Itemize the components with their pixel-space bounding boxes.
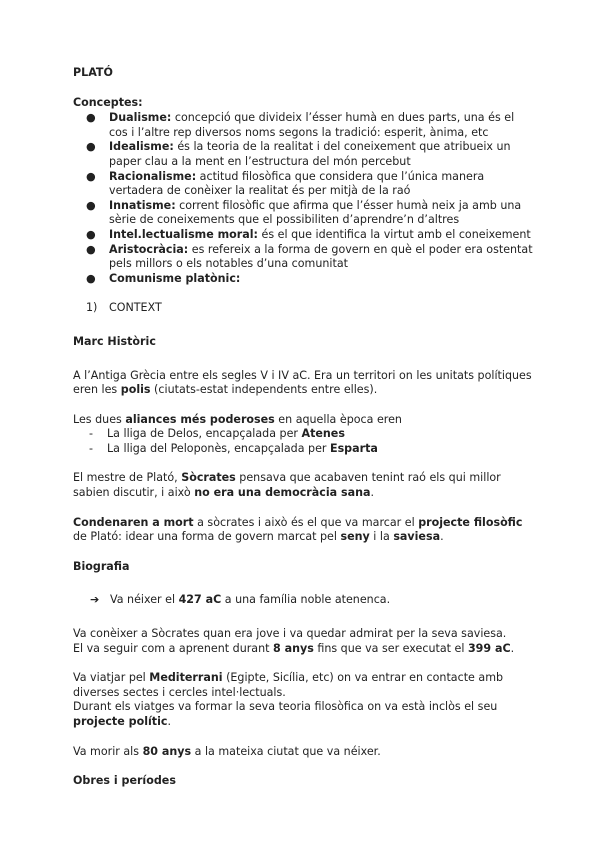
concept-item-intellectualisme — [73, 228, 533, 243]
bullet-icon: ● — [86, 169, 96, 183]
concepts-list — [73, 111, 533, 286]
document-page — [73, 66, 533, 789]
concepts-section — [73, 96, 533, 287]
marc-paragraph-1: A l’Antiga Grècia entre els segles V i IV aC. Era un territori on les unitats polítiques eren les polis (ciutats-estat independents entre elles). — [73, 368, 532, 397]
bullet-icon: ● — [86, 140, 96, 154]
obres-heading: Obres i períodes — [73, 774, 176, 788]
concept-item-aristocracia — [73, 243, 533, 272]
document-title: PLATÓ — [73, 66, 113, 79]
concept-definition: corrent filosòfic que afirma que l’ésser humà neix ja amb una sèrie de coneixements que el possibiliten d’aprendre’n d’altres — [109, 198, 522, 227]
bullet-icon: ● — [86, 227, 96, 241]
concept-term: Aristocràcia: — [109, 242, 189, 256]
concept-term: Racionalisme: — [109, 169, 197, 183]
bullet-icon: ● — [86, 198, 96, 212]
marc-paragraph-4: Condenaren a mort a sòcrates i això és el que va marcar el projecte filosòfic de Plató: idear una forma de govern marcat pel seny i la saviesa. — [73, 515, 523, 544]
marc-paragraph-3: El mestre de Plató, Sòcrates pensava que acabaven tenint raó els qui millor sabien discutir, i això no era una democràcia sana. — [73, 471, 501, 500]
alliances-list — [73, 427, 533, 456]
bio-paragraph-travels: Va viatjar pel Mediterrani (Egipte, Sicília, etc) on va entrar en contacte amb diverses sectes i cercles intel·lectuals. Durant els viatges va formar la seva teoria filosòfica on va està inclòs el seu projecte polític. — [73, 671, 504, 728]
section-context-heading — [73, 301, 533, 316]
section-label: CONTEXT — [109, 301, 162, 315]
concept-term: Idealisme: — [109, 140, 174, 154]
marc-historic-heading: Marc Històric — [73, 334, 156, 348]
dash-icon: - — [89, 441, 94, 455]
concept-definition: és el que identifica la virtut amb el coneixement — [258, 227, 531, 241]
concept-definition: és la teoria de la realitat i del coneixement que atribueix un paper clau a la ment en l’estructura del món percebut — [109, 140, 511, 168]
alliance-item-delos: - La lliga de Delos, encapçalada per Atenes — [89, 427, 345, 441]
concept-item-comunisme — [73, 272, 533, 287]
concept-definition: concepció que divideix l’ésser humà en dues parts, una és el cos i l’altre rep diversos noms segons la tradició: esperit, ànima, etc — [109, 111, 515, 139]
dash-icon: - — [89, 427, 94, 441]
arrow-right-icon: ➔ — [90, 593, 100, 607]
concepts-heading: Conceptes: — [73, 95, 143, 109]
concept-item-idealisme — [73, 140, 533, 169]
bio-paragraph-socrates: Va conèixer a Sòcrates quan era jove i va quedar admirat per la seva saviesa. El va seguir com a aprenent durant 8 anys fins que va ser executat el 399 aC. — [73, 627, 515, 655]
bullet-icon: ● — [86, 242, 96, 256]
concept-item-dualisme — [73, 111, 533, 140]
bullet-icon: ● — [86, 271, 96, 285]
concept-definition: es refereix a la forma de govern en què el poder era ostentat pels millors o els notables d’una comunitat — [109, 242, 533, 271]
biografia-section — [73, 560, 533, 759]
concept-item-racionalisme — [73, 170, 533, 199]
concept-term: Innatisme: — [109, 198, 176, 212]
concept-item-innatisme — [73, 199, 533, 228]
bio-paragraph-death: Va morir als 80 anys a la mateixa ciutat que va néixer. — [73, 744, 381, 758]
concept-definition: actitud filosòfica que considera que l’única manera vertadera de conèixer la realitat és per mitjà de la raó — [109, 169, 485, 198]
marc-paragraph-2: Les dues aliances més poderoses en aquella època eren — [73, 412, 402, 426]
concept-term: Dualisme: — [109, 111, 172, 125]
bio-birth-line: ➔ Va néixer el 427 aC a una família noble atenenca. — [90, 593, 391, 607]
concept-term: Comunisme platònic: — [109, 271, 241, 285]
bullet-icon: ● — [86, 111, 96, 125]
concept-term: Intel.lectualisme moral: — [109, 227, 258, 241]
biografia-heading: Biografia — [73, 559, 130, 573]
marc-historic-section — [73, 335, 533, 545]
section-number: 1) — [86, 301, 98, 315]
alliance-item-peloponnes: - La lliga del Peloponès, encapçalada per Esparta — [89, 441, 378, 455]
